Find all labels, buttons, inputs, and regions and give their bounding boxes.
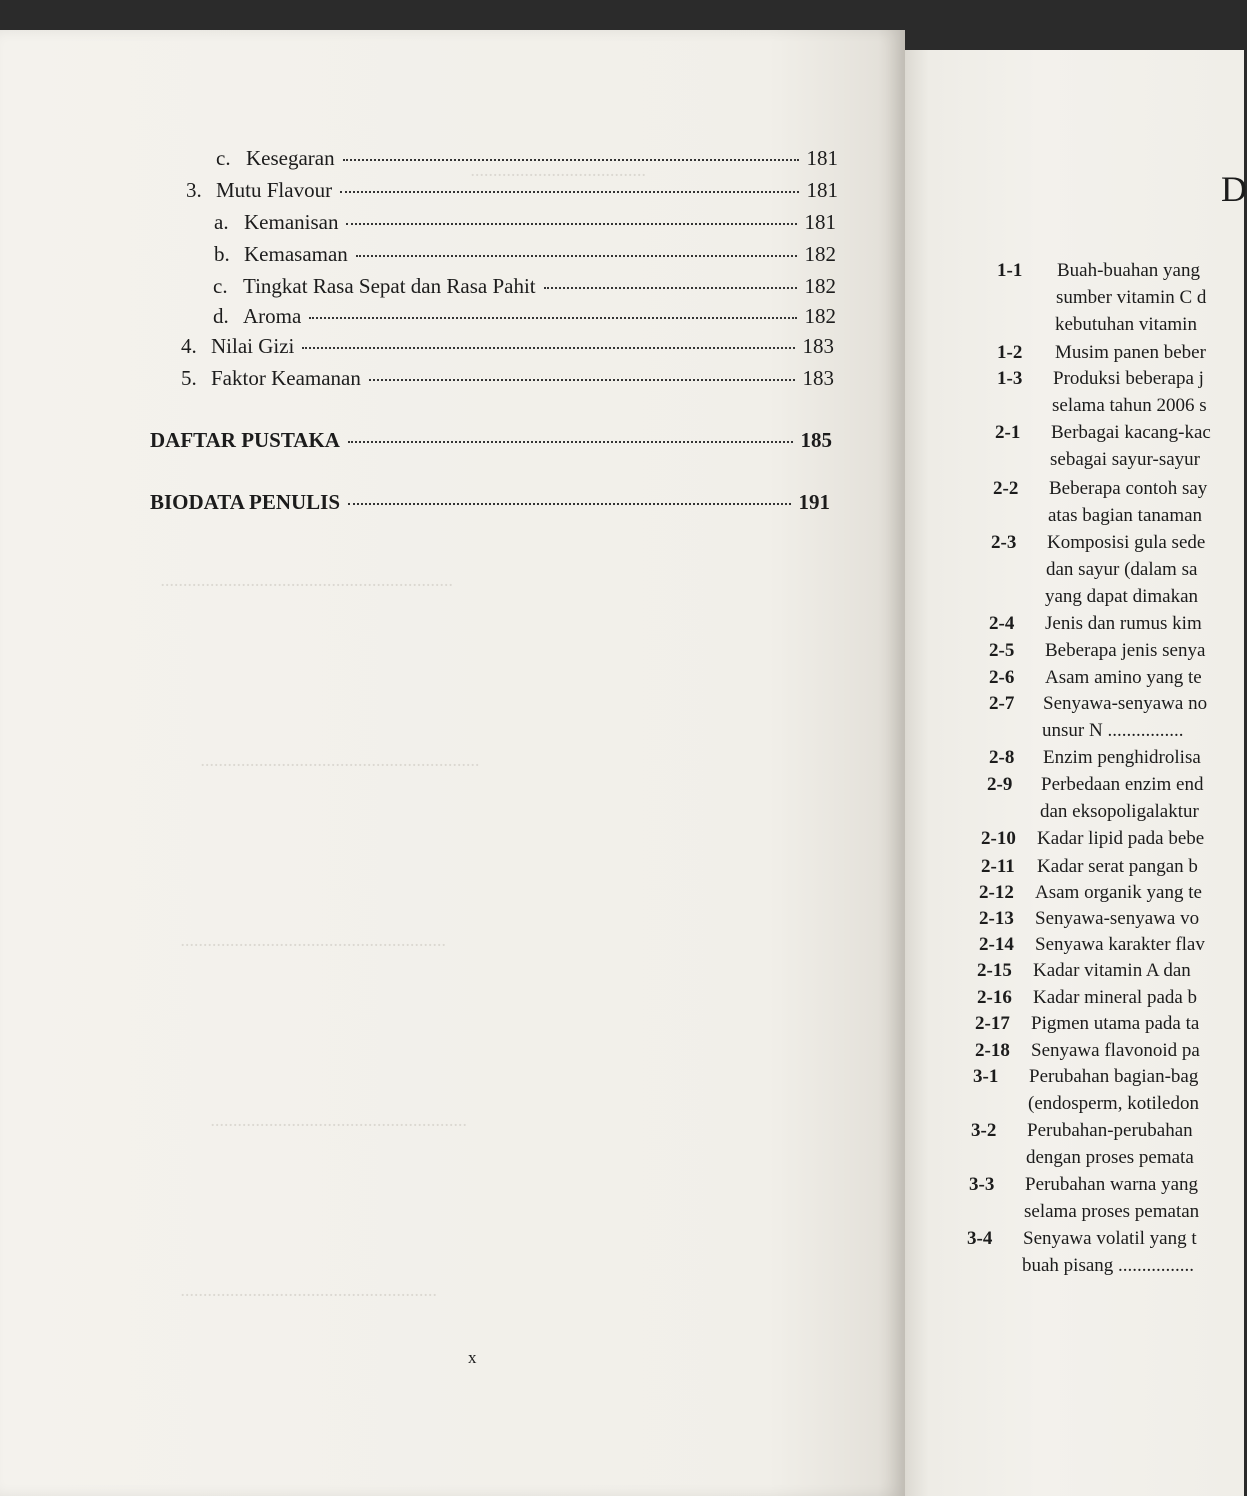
dot-leader [302,347,794,349]
table-title-line: Kadar vitamin A dan [1033,960,1191,981]
table-number: 2-1 [995,422,1021,443]
table-number: 2-10 [981,828,1016,849]
toc-entry-page: 181 [806,178,838,202]
table-number: 2-8 [989,747,1015,768]
toc-entry-number: c. [216,146,231,170]
table-title-line: Asam organik yang te [1035,882,1202,903]
page-number: x [468,1348,477,1367]
toc-entry-number: b. [214,242,230,266]
table-title-line: Enzim penghidrolisa [1043,747,1201,768]
table-title-line: dan sayur (dalam sa [1046,559,1198,580]
table-title-line: Senyawa flavonoid pa [1031,1040,1200,1061]
table-title-line: dengan proses pemata [1026,1147,1194,1168]
table-title-line: Perbedaan enzim end [1041,774,1204,795]
table-title-line: Beberapa contoh say [1049,478,1208,499]
show-through-text: ....................................... [470,160,646,180]
toc-entry-number: 4. [181,334,197,358]
show-through-text: ......................................................... [180,1280,437,1300]
dot-leader [544,287,797,289]
toc-entry-page: 182 [804,274,836,298]
table-title-line: yang dapat dimakan [1045,586,1199,607]
dot-leader [369,379,795,381]
right-page [905,50,1247,1496]
table-title-line: atas bagian tanaman [1048,505,1203,526]
toc-entry-page: 182 [804,242,836,266]
dot-leader [348,441,793,443]
toc-entry-label: Tingkat Rasa Sepat dan Rasa Pahit [243,274,536,298]
dot-leader [340,191,798,193]
toc-entry [150,490,830,515]
toc-entry-number: d. [213,304,229,328]
dot-leader [346,223,796,225]
table-title-line: unsur N ................ [1042,720,1184,741]
table-number: 3-2 [971,1120,997,1141]
toc-entry-label: Kemanisan [244,210,339,234]
table-title-line: Senyawa karakter flav [1035,934,1205,955]
toc-entry-page: 181 [806,146,838,170]
show-through-text: ......................................................... [210,1110,467,1130]
table-title-line: Senyawa volatil yang t [1023,1228,1197,1249]
table-title-line: selama tahun 2006 s [1052,395,1207,416]
toc-entry-label: Nilai Gizi [211,334,295,358]
table-title-line: sebagai sayur-sayur [1050,449,1200,470]
toc-entry [216,146,838,171]
table-number: 2-11 [981,856,1015,877]
table-title-line: Produksi beberapa j [1053,368,1204,389]
table-title-line: kebutuhan vitamin [1055,314,1197,335]
toc-entry-page: 183 [802,366,834,390]
table-title-line: Jenis dan rumus kim [1045,613,1202,634]
show-through-text: ........................................................... [180,930,446,950]
toc-entry [181,366,834,391]
table-title-line: Pigmen utama pada ta [1031,1013,1200,1034]
table-number: 3-3 [969,1174,995,1195]
table-title-line: Komposisi gula sede [1047,532,1206,553]
toc-entry [214,210,836,235]
dot-leader [356,255,797,257]
toc-entry-page: 183 [802,334,834,358]
table-number: 2-12 [979,882,1014,903]
table-title-line: (endosperm, kotiledon [1028,1093,1199,1114]
table-number: 2-16 [977,987,1012,1008]
toc-entry-label: Aroma [243,304,302,328]
table-number: 2-7 [989,693,1015,714]
table-number: 2-15 [977,960,1012,981]
table-number: 2-17 [975,1013,1010,1034]
table-title-line: Kadar lipid pada bebe [1037,828,1205,849]
table-title-line: buah pisang ................ [1022,1255,1195,1276]
table-title-line: sumber vitamin C d [1056,287,1207,308]
table-title-line: Buah-buahan yang [1057,260,1200,281]
table-number: 2-14 [979,934,1014,955]
toc-entry-label: Kemasaman [244,242,348,266]
toc-entry-label: Faktor Keamanan [211,366,361,390]
table-number: 1-3 [997,368,1023,389]
section-heading: D [1221,169,1247,209]
table-number: 2-2 [993,478,1019,499]
table-number: 2-9 [987,774,1013,795]
show-through-text: ................................................................. [160,570,453,590]
left-page [0,30,905,1496]
table-title-line: Senyawa-senyawa vo [1035,908,1200,929]
table-title-line: Asam amino yang te [1045,667,1202,688]
toc-entry-page: 185 [800,428,832,452]
toc-entry-page: 191 [798,490,830,514]
table-title-line: Kadar serat pangan b [1037,856,1198,877]
toc-entry [213,304,836,329]
table-title-line: Perubahan warna yang [1025,1174,1199,1195]
table-number: 2-5 [989,640,1015,661]
table-number: 2-13 [979,908,1014,929]
table-title-line: Kadar mineral pada b [1033,987,1198,1008]
table-title-line: Musim panen beber [1055,342,1206,363]
table-title-line: selama proses pematan [1024,1201,1200,1222]
toc-entry [214,242,836,267]
table-number: 2-18 [975,1040,1010,1061]
table-title-line: dan eksopoligalaktur [1040,801,1199,822]
table-number: 3-1 [973,1066,999,1087]
toc-entry-number: 5. [181,366,197,390]
table-title-line: Senyawa-senyawa no [1043,693,1208,714]
table-number: 1-1 [997,260,1023,281]
table-number: 1-2 [997,342,1023,363]
toc-entry-page: 182 [804,304,836,328]
toc-entry-label: BIODATA PENULIS [150,490,341,514]
toc-entry-label: Mutu Flavour [216,178,333,202]
toc-entry-label: DAFTAR PUSTAKA [150,428,340,452]
toc-entry-number: c. [213,274,228,298]
show-through-text: .............................................................. [200,750,479,770]
table-number: 2-3 [991,532,1017,553]
table-number: 2-6 [989,667,1015,688]
toc-entry [181,334,834,359]
toc-entry-label: Kesegaran [246,146,335,170]
table-number: 3-4 [967,1228,993,1249]
table-title-line: Perubahan-perubahan [1027,1120,1193,1141]
dot-leader [348,503,790,505]
table-title-line: Perubahan bagian-bag [1029,1066,1199,1087]
toc-entry [186,178,838,203]
toc-entry [150,428,832,453]
toc-entry-number: 3. [186,178,202,202]
toc-entry-page: 181 [804,210,836,234]
dot-leader [309,317,796,319]
table-title-line: Berbagai kacang-kac [1051,422,1211,443]
toc-entry [213,274,836,299]
toc-entry-number: a. [214,210,229,234]
dot-leader [343,159,799,161]
table-number: 2-4 [989,613,1015,634]
table-title-line: Beberapa jenis senya [1045,640,1206,661]
